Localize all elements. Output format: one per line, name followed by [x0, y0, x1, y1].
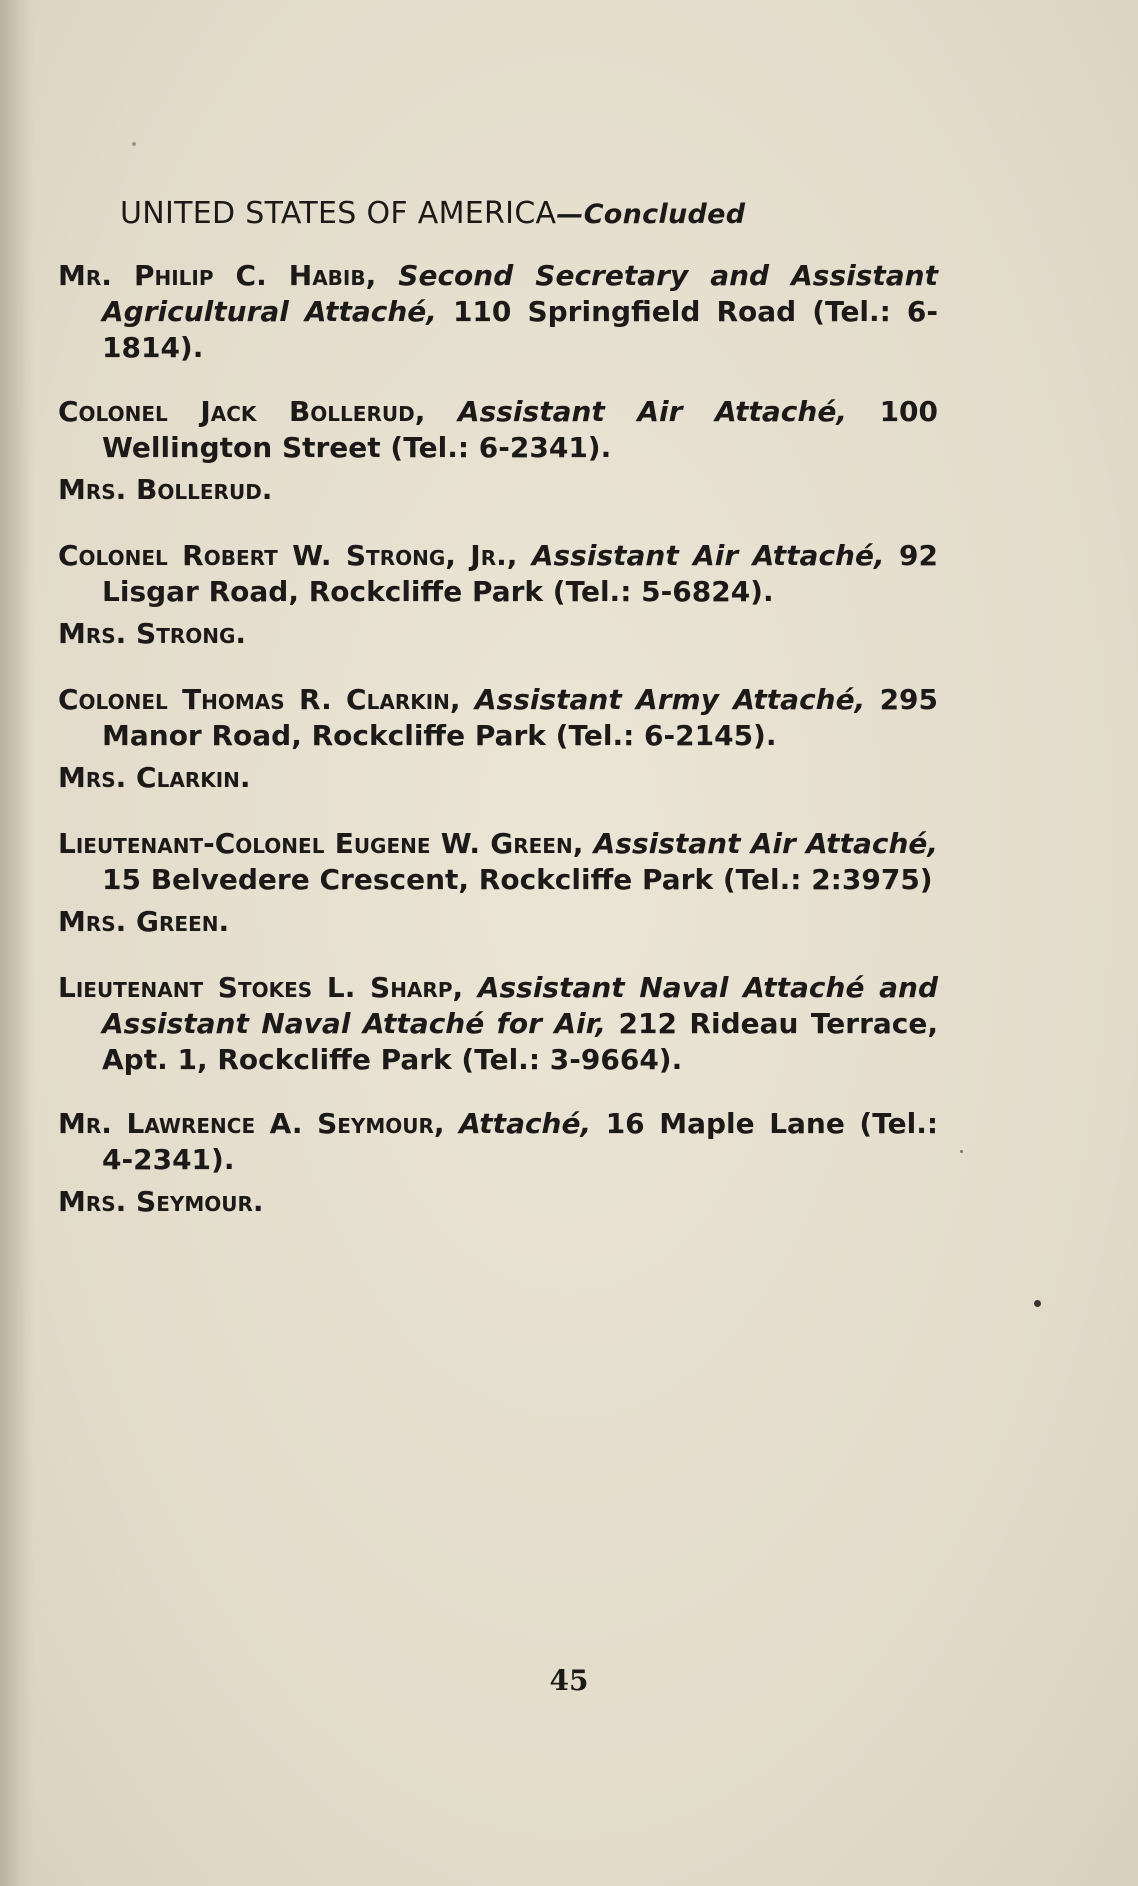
entry-role: Assistant Naval Attaché and Assistant Naval Attaché for Air,: [102, 971, 939, 1040]
entry-title: Lieutenant-Colonel: [58, 827, 325, 860]
entry-title: Mr.: [58, 1107, 112, 1140]
entry-title: Colonel: [58, 539, 168, 572]
entry-name: Lawrence A. Seymour,: [126, 1107, 445, 1140]
entry-name: Eugene W. Green,: [334, 827, 584, 860]
paper-speck: [1034, 1300, 1041, 1307]
paper-speck: [960, 1150, 963, 1153]
entry-line: [58, 258, 938, 366]
entry-line: [58, 538, 938, 610]
entry-name: Thomas R. Clarkin,: [182, 683, 461, 716]
list-item: [58, 682, 938, 798]
entry-title: Mr.: [58, 259, 112, 292]
staff-list: [58, 258, 938, 1250]
entry-spouse: Mrs. Seymour.: [58, 1185, 264, 1218]
entry-spouse: Mrs. Bollerud.: [58, 473, 273, 506]
entry-role: Assistant Air Attaché,: [593, 827, 939, 860]
entry-role: Assistant Army Attaché,: [474, 683, 866, 716]
entry-role: Second Secretary and Assistant Agricultural Attaché,: [102, 259, 939, 328]
entry-address: 92 Lisgar Road, Rockcliffe Park (Tel.: 5-6824).: [102, 539, 939, 608]
entry-address: 295 Manor Road, Rockcliffe Park (Tel.: 6-2145).: [102, 683, 939, 752]
page-gutter-shadow: [0, 0, 34, 1886]
entry-line: [58, 394, 938, 466]
entry-address: 16 Maple Lane (Tel.: 4-2341).: [102, 1107, 939, 1176]
heading-country: UNITED STATES OF AMERICA: [120, 196, 557, 231]
entry-name: Robert W. Strong, Jr.,: [182, 539, 518, 572]
entry-line: [58, 682, 938, 754]
entry-line: [58, 826, 938, 898]
entry-spouse: Mrs. Green.: [58, 905, 230, 938]
list-item: [58, 970, 938, 1078]
list-item: [58, 1106, 938, 1222]
entry-line: [58, 970, 938, 1078]
entry-name: Stokes L. Sharp,: [217, 971, 464, 1004]
page-number: 45: [549, 1664, 589, 1697]
paper-speck: [132, 142, 136, 146]
entry-address: 15 Belvedere Crescent, Rockcliffe Park (Tel.: 2:3975): [102, 863, 933, 896]
entry-spouse: Mrs. Clarkin.: [58, 761, 251, 794]
entry-role: Assistant Air Attaché,: [531, 539, 885, 572]
entry-title: Colonel: [58, 395, 168, 428]
list-item: [58, 538, 938, 654]
entry-address: 212 Rideau Terrace, Apt. 1, Rockcliffe Park (Tel.: 3-9664).: [102, 1007, 939, 1076]
entry-spouse: Mrs. Strong.: [58, 617, 247, 650]
entry-title: Lieutenant: [58, 971, 204, 1004]
list-item: [58, 258, 938, 366]
section-heading: [120, 196, 1020, 231]
list-item: [58, 826, 938, 942]
entry-title: Colonel: [58, 683, 168, 716]
entry-name: Philip C. Habib,: [133, 259, 377, 292]
heading-continuation: —Concluded: [556, 199, 746, 230]
entry-address: 100 Wellington Street (Tel.: 6-2341).: [102, 395, 939, 464]
entry-role: Assistant Air Attaché,: [457, 395, 847, 428]
list-item: [58, 394, 938, 510]
entry-role: Attaché,: [459, 1107, 592, 1140]
entry-name: Jack Bollerud,: [200, 395, 426, 428]
entry-line: [58, 1106, 938, 1178]
entry-address: 110 Springfield Road (Tel.: 6-1814).: [102, 295, 939, 364]
